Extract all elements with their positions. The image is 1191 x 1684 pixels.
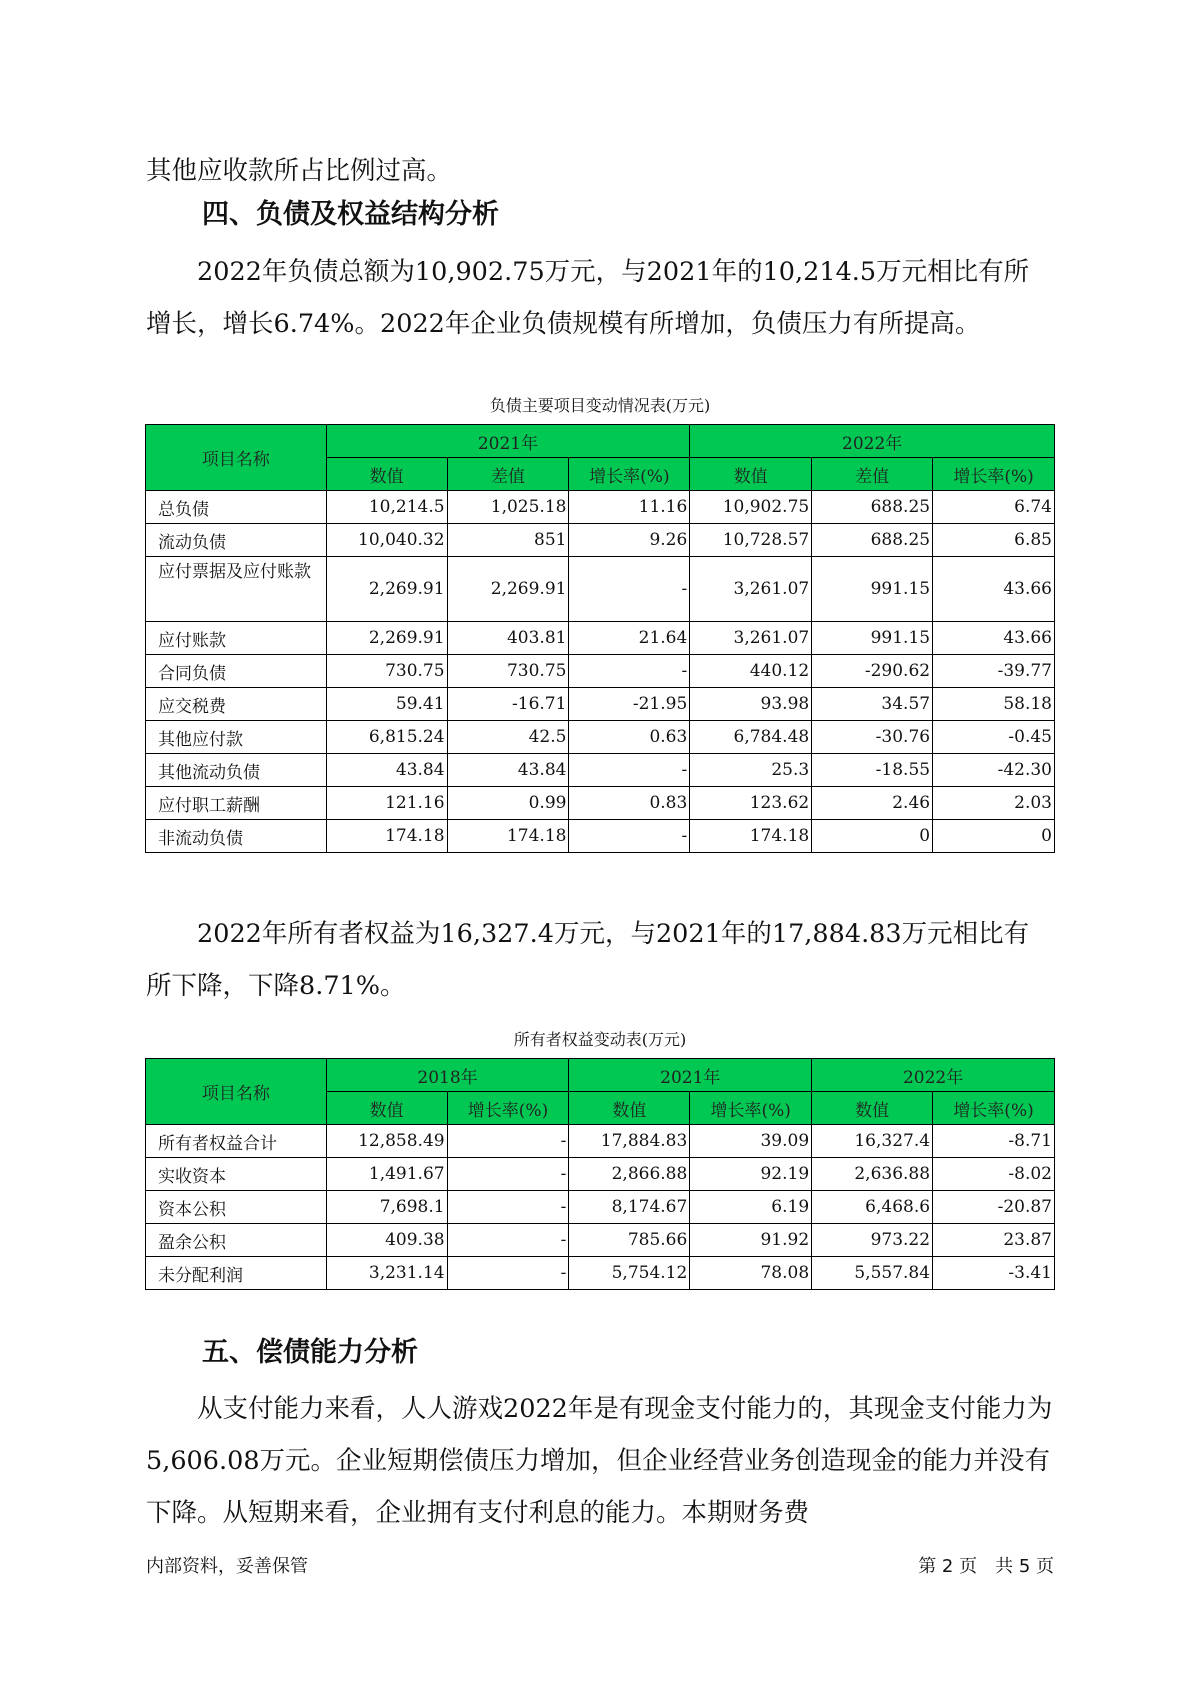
table-row — [146, 655, 1055, 688]
table-cell: - — [569, 557, 690, 622]
table-row — [146, 688, 1055, 721]
table-cell: 121.16 — [326, 787, 447, 820]
row-label: 流动负债 — [146, 524, 327, 557]
paragraph-equity: 2022年所有者权益为16,327.4万元，与2021年的17,884.83万元相比有所下降，下降8.71%。 — [146, 919, 1030, 1001]
row-label: 应付职工薪酬 — [146, 787, 327, 820]
table-cell: 10,040.32 — [326, 524, 447, 557]
paragraph-liabilities: 2022年负债总额为10,902.75万元，与2021年的10,214.5万元相比有所增长，增长6.74%。2022年企业负债规模有所增加，负债压力有所提高。 — [146, 257, 1030, 339]
table-cell: 991.15 — [812, 622, 933, 655]
table-cell: 123.62 — [690, 787, 812, 820]
table-cell: - — [447, 1158, 569, 1191]
table-row — [146, 754, 1055, 787]
table2-subheader: 增长率(%) — [447, 1092, 569, 1125]
table-row — [146, 1125, 1055, 1158]
table-cell: 2.46 — [812, 787, 933, 820]
table-row — [146, 721, 1055, 754]
table-cell: 25.3 — [690, 754, 812, 787]
table-cell: 730.75 — [326, 655, 447, 688]
table1-year-header: 2021年 — [326, 425, 690, 458]
table-cell: 23.87 — [933, 1224, 1055, 1257]
table-row — [146, 524, 1055, 557]
table-cell: - — [447, 1191, 569, 1224]
table-row — [146, 1191, 1055, 1224]
table-cell: 2.03 — [933, 787, 1055, 820]
table-cell: 2,269.91 — [326, 557, 447, 622]
row-label: 未分配利润 — [146, 1257, 327, 1290]
table-cell: -0.45 — [933, 721, 1055, 754]
row-label: 合同负债 — [146, 655, 327, 688]
table-cell: 5,557.84 — [812, 1257, 933, 1290]
table1-subheader: 差值 — [447, 458, 569, 491]
row-label: 资本公积 — [146, 1191, 327, 1224]
table1-subheader: 增长率(%) — [569, 458, 690, 491]
table-row — [146, 1257, 1055, 1290]
table-row — [146, 1224, 1055, 1257]
table-cell: 174.18 — [447, 820, 569, 853]
table-cell: 58.18 — [933, 688, 1055, 721]
table-row — [146, 820, 1055, 853]
table-cell: 7,698.1 — [326, 1191, 447, 1224]
table-cell: 409.38 — [326, 1224, 447, 1257]
table-cell: 91.92 — [690, 1224, 812, 1257]
table2-subheader: 数值 — [812, 1092, 933, 1125]
table-row — [146, 557, 1055, 622]
table-cell: 440.12 — [690, 655, 812, 688]
table-cell: 785.66 — [569, 1224, 690, 1257]
row-label: 总负债 — [146, 491, 327, 524]
table-cell: 6,468.6 — [812, 1191, 933, 1224]
table2-subheader: 数值 — [326, 1092, 447, 1125]
table-cell: 0 — [812, 820, 933, 853]
table-cell: 43.66 — [933, 622, 1055, 655]
table-cell: -3.41 — [933, 1257, 1055, 1290]
table-cell: 43.84 — [326, 754, 447, 787]
table-cell: 59.41 — [326, 688, 447, 721]
table-cell: - — [447, 1125, 569, 1158]
table-cell: 688.25 — [812, 524, 933, 557]
table-cell: 39.09 — [690, 1125, 812, 1158]
table-cell: 3,261.07 — [690, 557, 812, 622]
table-cell: 10,902.75 — [690, 491, 812, 524]
table-cell: 6.19 — [690, 1191, 812, 1224]
table-cell: 403.81 — [447, 622, 569, 655]
table-cell: 8,174.67 — [569, 1191, 690, 1224]
table-cell: 11.16 — [569, 491, 690, 524]
table-cell: 92.19 — [690, 1158, 812, 1191]
table-cell: 12,858.49 — [326, 1125, 447, 1158]
table-cell: 0.83 — [569, 787, 690, 820]
table-cell: 0 — [933, 820, 1055, 853]
table-cell: -39.77 — [933, 655, 1055, 688]
table-cell: 730.75 — [447, 655, 569, 688]
table-cell: 34.57 — [812, 688, 933, 721]
table-row — [146, 491, 1055, 524]
row-label: 应交税费 — [146, 688, 327, 721]
table2-body — [146, 1125, 1055, 1290]
table-cell: 174.18 — [326, 820, 447, 853]
table-cell: -21.95 — [569, 688, 690, 721]
table-cell: -8.02 — [933, 1158, 1055, 1191]
table-cell: 6,815.24 — [326, 721, 447, 754]
footer-confidential: 内部资料，妥善保管 — [146, 1556, 308, 1577]
table-cell: 688.25 — [812, 491, 933, 524]
table-cell: 1,025.18 — [447, 491, 569, 524]
table-cell: 5,754.12 — [569, 1257, 690, 1290]
table-cell: 93.98 — [690, 688, 812, 721]
row-label: 其他流动负债 — [146, 754, 327, 787]
table-cell: 10,214.5 — [326, 491, 447, 524]
table2-year-header: 2021年 — [569, 1059, 812, 1092]
table1-year-header: 2022年 — [690, 425, 1055, 458]
paragraph-intro: 其他应收款所占比例过高。 — [146, 156, 453, 186]
table-cell: -42.30 — [933, 754, 1055, 787]
row-label: 所有者权益合计 — [146, 1125, 327, 1158]
table-cell: 1,491.67 — [326, 1158, 447, 1191]
table-cell: 21.64 — [569, 622, 690, 655]
table-cell: 6.85 — [933, 524, 1055, 557]
table2-subheader: 增长率(%) — [933, 1092, 1055, 1125]
table-cell: 43.66 — [933, 557, 1055, 622]
table-cell: 174.18 — [690, 820, 812, 853]
paragraph-solvency: 从支付能力来看，人人游戏2022年是有现金支付能力的，其现金支付能力为5,606.08万元。企业短期偿债压力增加，但企业经营业务创造现金的能力并没有下降。从短期来看，企业拥有支付利息的能力。本期财务费 — [146, 1394, 1053, 1528]
footer-page-number: 第 2 页 共 5 页 — [918, 1556, 1054, 1577]
table2-year-header: 2022年 — [812, 1059, 1055, 1092]
table-cell: -30.76 — [812, 721, 933, 754]
table-cell: 991.15 — [812, 557, 933, 622]
table-cell: 9.26 — [569, 524, 690, 557]
heading-liability-equity: 四、负债及权益结构分析 — [202, 199, 499, 230]
table-cell: 78.08 — [690, 1257, 812, 1290]
table-cell: 0.99 — [447, 787, 569, 820]
table-cell: 3,231.14 — [326, 1257, 447, 1290]
table2-year-header: 2018年 — [326, 1059, 569, 1092]
table2-caption: 所有者权益变动表(万元) — [513, 1030, 687, 1049]
heading-solvency: 五、偿债能力分析 — [202, 1337, 418, 1368]
table-cell: 16,327.4 — [812, 1125, 933, 1158]
table-cell: - — [569, 754, 690, 787]
row-label: 应付票据及应付账款 — [146, 557, 327, 622]
table-cell: -18.55 — [812, 754, 933, 787]
table-cell: -290.62 — [812, 655, 933, 688]
table-cell: 6,784.48 — [690, 721, 812, 754]
table-cell: 973.22 — [812, 1224, 933, 1257]
row-label: 实收资本 — [146, 1158, 327, 1191]
liability-table — [145, 424, 1055, 853]
table-cell: - — [447, 1257, 569, 1290]
table1-body — [146, 491, 1055, 853]
table1-name-header: 项目名称 — [146, 425, 327, 491]
table2-subheader: 数值 — [569, 1092, 690, 1125]
table-cell: - — [569, 655, 690, 688]
table1-caption: 负债主要项目变动情况表(万元) — [489, 396, 711, 415]
row-label: 非流动负债 — [146, 820, 327, 853]
table-row — [146, 622, 1055, 655]
table-cell: 0.63 — [569, 721, 690, 754]
table-cell: - — [569, 820, 690, 853]
table-cell: 2,269.91 — [326, 622, 447, 655]
table-cell: 2,636.88 — [812, 1158, 933, 1191]
table1-subheader: 数值 — [326, 458, 447, 491]
table-cell: - — [447, 1224, 569, 1257]
table-cell: 6.74 — [933, 491, 1055, 524]
table2-subheader: 增长率(%) — [690, 1092, 812, 1125]
row-label: 其他应付款 — [146, 721, 327, 754]
row-label: 应付账款 — [146, 622, 327, 655]
equity-table — [145, 1058, 1055, 1290]
table-cell: 2,866.88 — [569, 1158, 690, 1191]
table-cell: 43.84 — [447, 754, 569, 787]
table-cell: -8.71 — [933, 1125, 1055, 1158]
table1-subheader: 增长率(%) — [933, 458, 1055, 491]
table-cell: 42.5 — [447, 721, 569, 754]
table1-subheader: 差值 — [812, 458, 933, 491]
table-cell: -16.71 — [447, 688, 569, 721]
table-cell: -20.87 — [933, 1191, 1055, 1224]
table-cell: 2,269.91 — [447, 557, 569, 622]
table-cell: 3,261.07 — [690, 622, 812, 655]
row-label: 盈余公积 — [146, 1224, 327, 1257]
table-cell: 851 — [447, 524, 569, 557]
table-row — [146, 1158, 1055, 1191]
table-cell: 10,728.57 — [690, 524, 812, 557]
table-cell: 17,884.83 — [569, 1125, 690, 1158]
table1-subheader: 数值 — [690, 458, 812, 491]
table2-name-header: 项目名称 — [146, 1059, 327, 1125]
table-row — [146, 787, 1055, 820]
